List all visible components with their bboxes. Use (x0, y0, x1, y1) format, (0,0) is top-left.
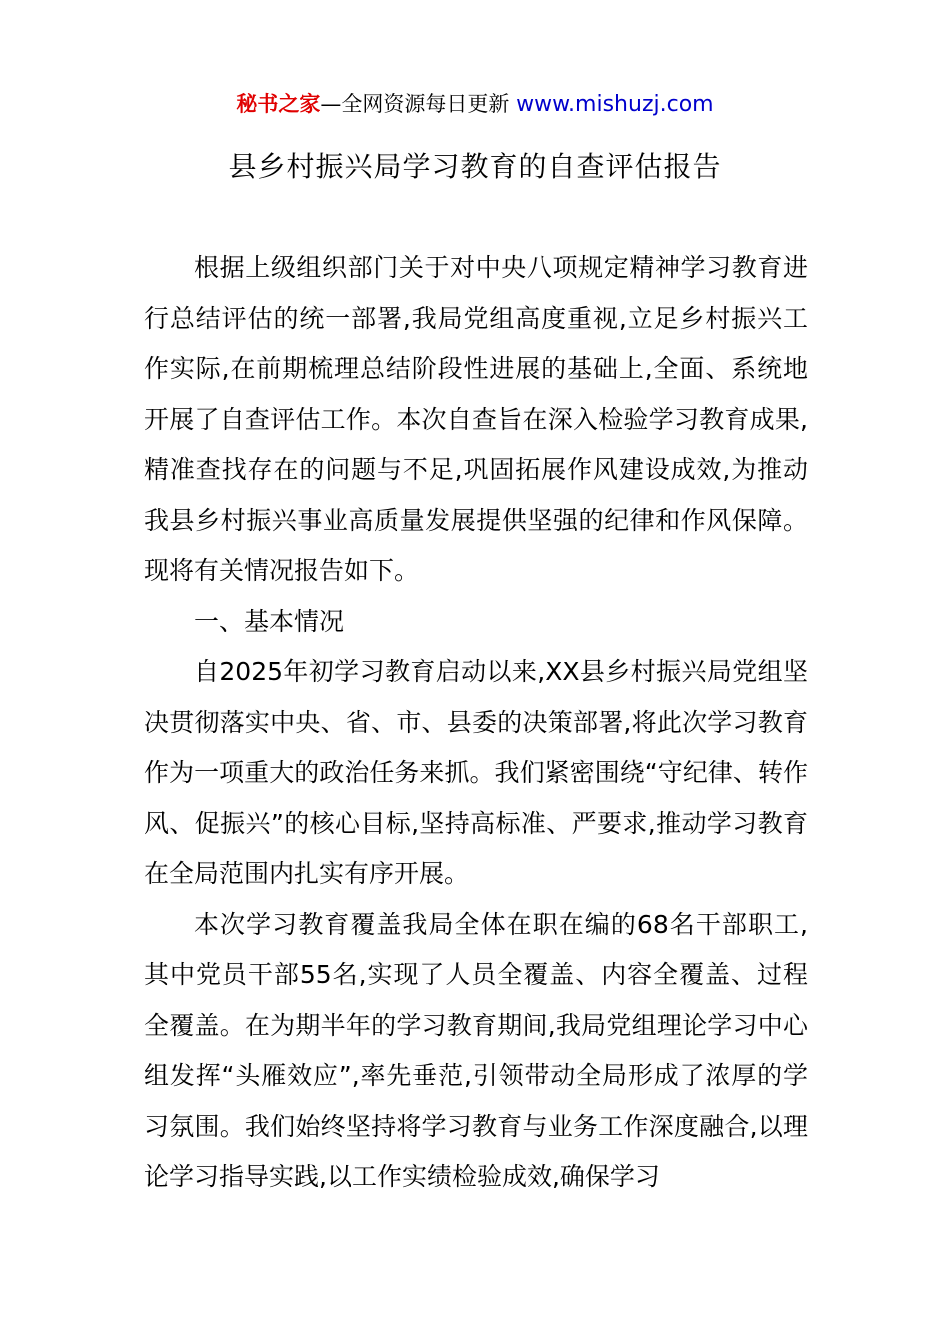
section-heading-basic-situation: 一、基本情况 (194, 606, 345, 636)
header-tagline: —全网资源每日更新 (320, 92, 510, 116)
brand-name: 秘书之家 (236, 92, 321, 116)
document-body (144, 243, 808, 1203)
site-url-link[interactable]: www.mishuzj.com (516, 92, 714, 117)
paragraph-basic-situation-1: 自2025年初学习教育启动以来,XX县乡村振兴局党组坚决贯彻落实中央、省、市、县委的决策部署,将此次学习教育作为一项重大的政治任务来抓。我们紧密围绕“守纪律、转作风、促振兴”的核心目标,坚持高标准、严要求,推动学习教育在全局范围内扎实有序开展。 (144, 657, 808, 888)
document-title: 县乡村振兴局学习教育的自查评估报告 (228, 150, 722, 183)
site-header (0, 88, 950, 121)
paragraph-intro: 根据上级组织部门关于对中央八项规定精神学习教育进行总结评估的统一部署,我局党组高度重视,立足乡村振兴工作实际,在前期梳理总结阶段性进展的基础上,全面、系统地开展了自查评估工作。本次自查旨在深入检验学习教育成果,精准查找存在的问题与不足,巩固拓展作风建设成效,为推动我县乡村振兴事业高质量发展提供坚强的纪律和作风保障。现将有关情况报告如下。 (144, 253, 808, 585)
paragraph-basic-situation-2: 本次学习教育覆盖我局全体在职在编的68名干部职工,其中党员干部55名,实现了人员全覆盖、内容全覆盖、过程全覆盖。在为期半年的学习教育期间,我局党组理论学习中心组发挥“头雁效应”,率先垂范,引领带动全局形成了浓厚的学习氛围。我们始终坚持将学习教育与业务工作深度融合,以理论学习指导实践,以工作实绩检验成效,确保学习 (144, 909, 808, 1191)
